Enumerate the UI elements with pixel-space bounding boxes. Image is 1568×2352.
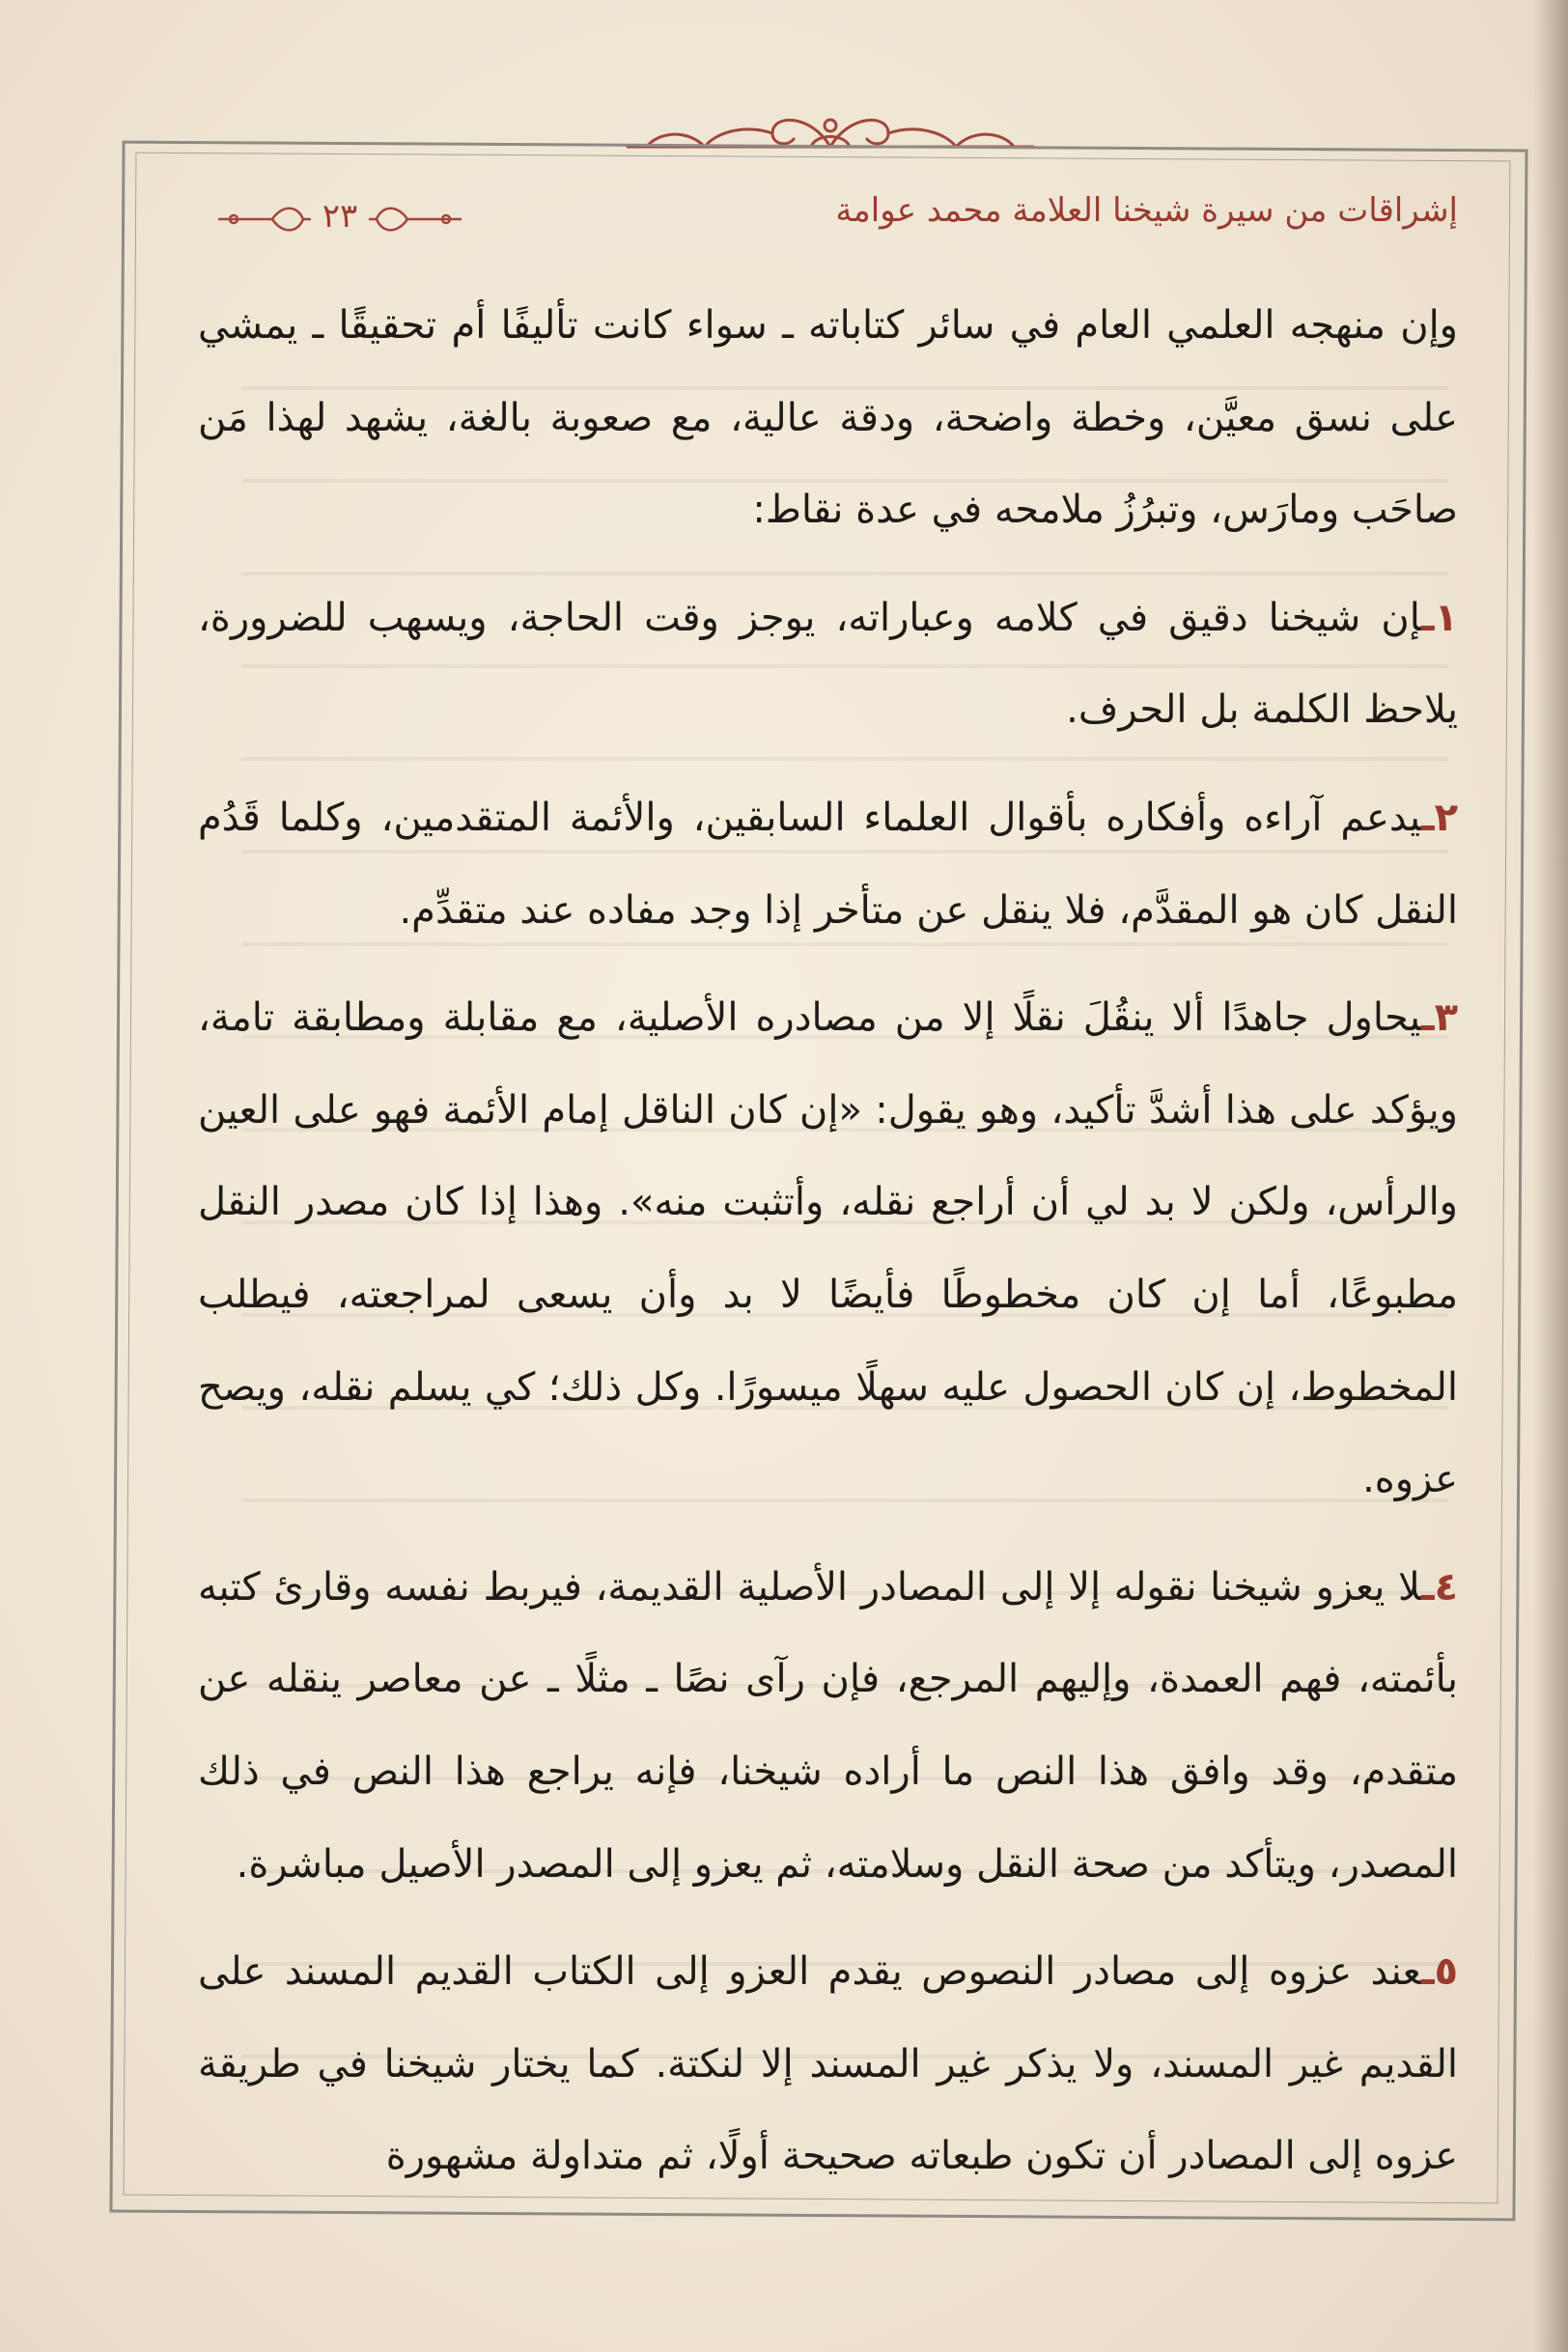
numbered-point-5 [198, 1926, 1458, 2203]
point-number: ٣ـ [1420, 995, 1458, 1041]
point-number: ٤ـ [1420, 1564, 1458, 1610]
paragraph-text: يحاول جاهدًا ألا ينقُلَ نقلًا إلا من مصادره الأصلية، مع مقابلة ومطابقة تامة، ويؤكد على هذا أشدَّ تأكيد، وهو يقول: «إن كان الناقل إمام الأئمة فهو على العين والرأس، ولكن لا بد لي أن أراجع نقله، وأتثبت منه». وهذا إذا كان مصدر النقل مطبوعًا، أما إن كان مخطوطًا فأيضًا لا بد وأن يسعى لمراجعته، فيطلب المخطوط، إن كان الحصول عليه سهلًا ميسورًا. وكل ذلك؛ كي يسلم نقله، ويصح عزوه. [198, 995, 1458, 1502]
paragraph-text: وإن منهجه العلمي العام في سائر كتاباته ـ سواء كانت تأليفًا أم تحقيقًا ـ يمشي على نسق معيَّن، وخطة واضحة، ودقة عالية، مع صعوبة بالغة، يشهد لهذا مَن صاحَب ومارَس، وتبرُزُ ملامحه في عدة نقاط: [198, 303, 1458, 533]
paragraph-text: عند عزوه إلى مصادر النصوص يقدم العزو إلى الكتاب القديم المسند على القديم غير المسند، ولا يذكر غير المسند إلا لنكتة. كما يختار شيخنا في طريقة عزوه إلى المصادر أن تكون طبعاته صحيحة أولًا، ثم متداولة مشهورة [198, 1949, 1458, 2179]
running-title: إشراقات من سيرة شيخنا العلامة محمد عوامة [835, 191, 1458, 230]
point-number: ١ـ [1420, 595, 1458, 640]
point-number: ٥ـ [1420, 1949, 1458, 1995]
point-number: ٢ـ [1420, 795, 1458, 840]
page-number-block [214, 195, 465, 243]
paragraph-text: إن شيخنا دقيق في كلامه وعباراته، يوجز وقت الحاجة، ويسهب للضرورة، يلاحظ الكلمة بل الحرف. [198, 595, 1458, 733]
numbered-point-4 [198, 1542, 1458, 1911]
page-number: ٢٣ [322, 197, 358, 236]
paragraph-text: لا يعزو شيخنا نقوله إلا إلى المصادر الأصلية القديمة، فيربط نفسه وقارئ كتبه بأئمته، فهم العمدة، وإليهم المرجع، فإن رآى نصًا ـ مثلًا ـ عن معاصر ينقله عن متقدم، وقد وافق هذا النص ما أراده شيخنا، فإنه يراجع هذا النص في ذلك المصدر، ويتأكد من صحة النقل وسلامته، ثم يعزو إلى المصدر الأصيل مباشرة. [198, 1564, 1458, 1887]
paragraph-text: يدعم آراءه وأفكاره بأقوال العلماء السابقين، والأئمة المتقدمين، وكلما قَدُم النقل كان هو المقدَّم، فلا ينقل عن متأخر إذا وجد مفاده عند متقدِّم. [198, 795, 1458, 933]
numbered-point-2 [198, 772, 1458, 957]
intro-paragraph [198, 280, 1458, 557]
numbered-point-1 [198, 573, 1458, 757]
page-header [203, 185, 1458, 253]
page-gutter-shadow [1533, 0, 1568, 2352]
main-text [198, 280, 1458, 2203]
numbered-point-3 [198, 972, 1458, 1526]
